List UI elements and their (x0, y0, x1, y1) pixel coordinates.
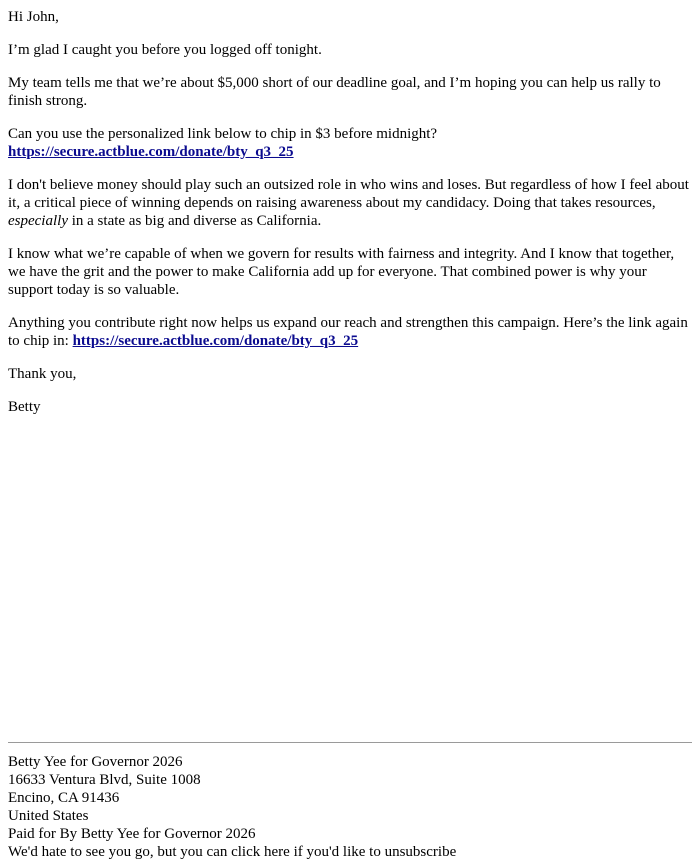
paragraph-caught-you: I’m glad I caught you before you logged off tonight. (8, 42, 322, 58)
greeting: Hi John, (8, 9, 59, 25)
donate-link[interactable]: https://secure.actblue.com/donate/bty_q3_25 (8, 144, 294, 160)
paragraph-capable: I know what we’re capable of when we govern for results with fairness and integrity. And I know that together, we have the grit and the power to make California add up for everyone. That combined power is why your support today is so valuable. (8, 246, 675, 298)
chip-in-text: Can you use the personalized link below to chip in $3 before midnight? (8, 126, 438, 142)
unsubscribe-link[interactable]: We'd hate to see you go, but you can click here if you'd like to unsubscribe (8, 844, 457, 860)
signature: Betty (8, 399, 41, 415)
email-body (8, 8, 692, 431)
emphasis-especially: especially (8, 213, 68, 229)
paragraph-deadline-goal: My team tells me that we’re about $5,000 short of our deadline goal, and I’m hoping you can help us rally to finish strong. (8, 75, 661, 109)
paragraph-contribute (8, 314, 692, 350)
footer-org-name: Betty Yee for Governor 2026 (8, 754, 183, 770)
paragraph-chip-in (8, 125, 692, 161)
email-footer (8, 742, 692, 861)
footer-address-line2: Encino, CA 91436 (8, 790, 120, 806)
paragraph-money-role (8, 176, 692, 230)
footer-divider (8, 742, 692, 743)
footer-address-line1: 16633 Ventura Blvd, Suite 1008 (8, 772, 201, 788)
closing: Thank you, (8, 366, 77, 382)
money-role-text-start: I don't believe money should play such an outsized role in who wins and loses. But regardless of how I feel about it, a critical piece of winning depends on raising awareness about my candidacy. Doing that takes resources, (8, 177, 689, 211)
donate-link-again[interactable]: https://secure.actblue.com/donate/bty_q3_25 (72, 333, 359, 349)
footer-paid-for: Paid for By Betty Yee for Governor 2026 (8, 826, 256, 842)
money-role-text-end: in a state as big and diverse as California. (67, 213, 322, 229)
contribute-text: Anything you contribute right now helps us expand our reach and strengthen this campaign. Here’s the link again to chip in: (8, 315, 688, 349)
footer-country: United States (8, 808, 89, 824)
